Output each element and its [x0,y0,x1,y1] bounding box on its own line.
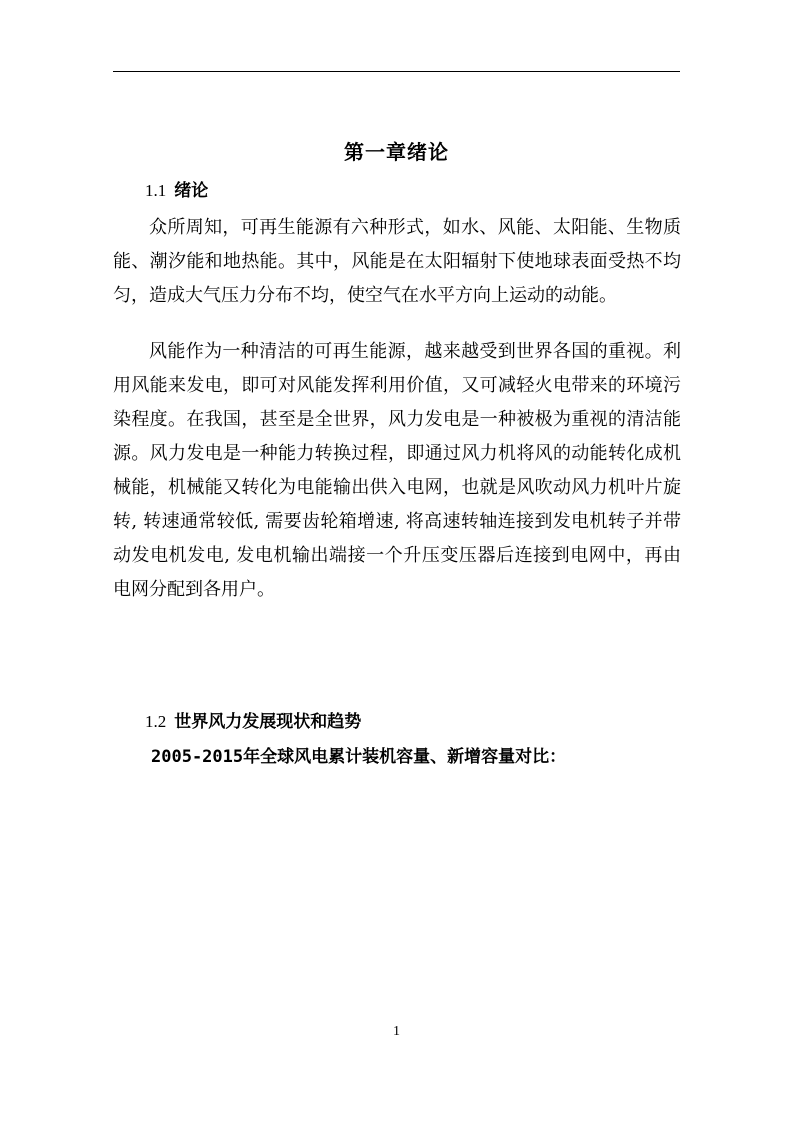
chapter-title: 第一章绪论 [344,140,449,164]
header-rule [113,71,680,72]
section-heading-1-2 [145,709,361,735]
section-title: 绪论 [174,181,209,201]
figure-caption: 2005-2015年全球风电累计装机容量、新增容量对比： [151,747,567,767]
section-number: 1.2 [145,712,167,731]
paragraph-wind-power: 风能作为一种清洁的可再生能源，越来越受到世界各国的重视。利用风能来发电，即可对风能发挥利用价值，又可减轻火电带来的环境污染程度。在我国，甚至是全世界，风力发电是一种被极为重视的清洁能源。风力发电是一种能力转换过程，即通过风力机将风的动能转化成机械能，机械能又转化为电能输出供入电网，也就是风吹动风力机叶片旋转, 转速通常较低, 需要齿轮箱增速, 将高速转轴连接到发电机转子并带动发电机发电, 发电机输出端接一个升压变压器后连接到电网中，再由电网分配到各用户。 [113,341,681,600]
section-number: 1.1 [145,181,167,200]
paragraph-renewable-energy: 众所周知，可再生能源有六种形式，如水、风能、太阳能、生物质能、潮汐能和地热能。其中，风能是在太阳辐射下使地球表面受热不均匀，造成大气压力分布不均，使空气在水平方向上运动的动能。 [113,217,681,306]
page-number: 1 [393,1024,400,1039]
section-title: 世界风力发展现状和趋势 [174,712,362,732]
section-heading-1-1 [145,178,208,204]
